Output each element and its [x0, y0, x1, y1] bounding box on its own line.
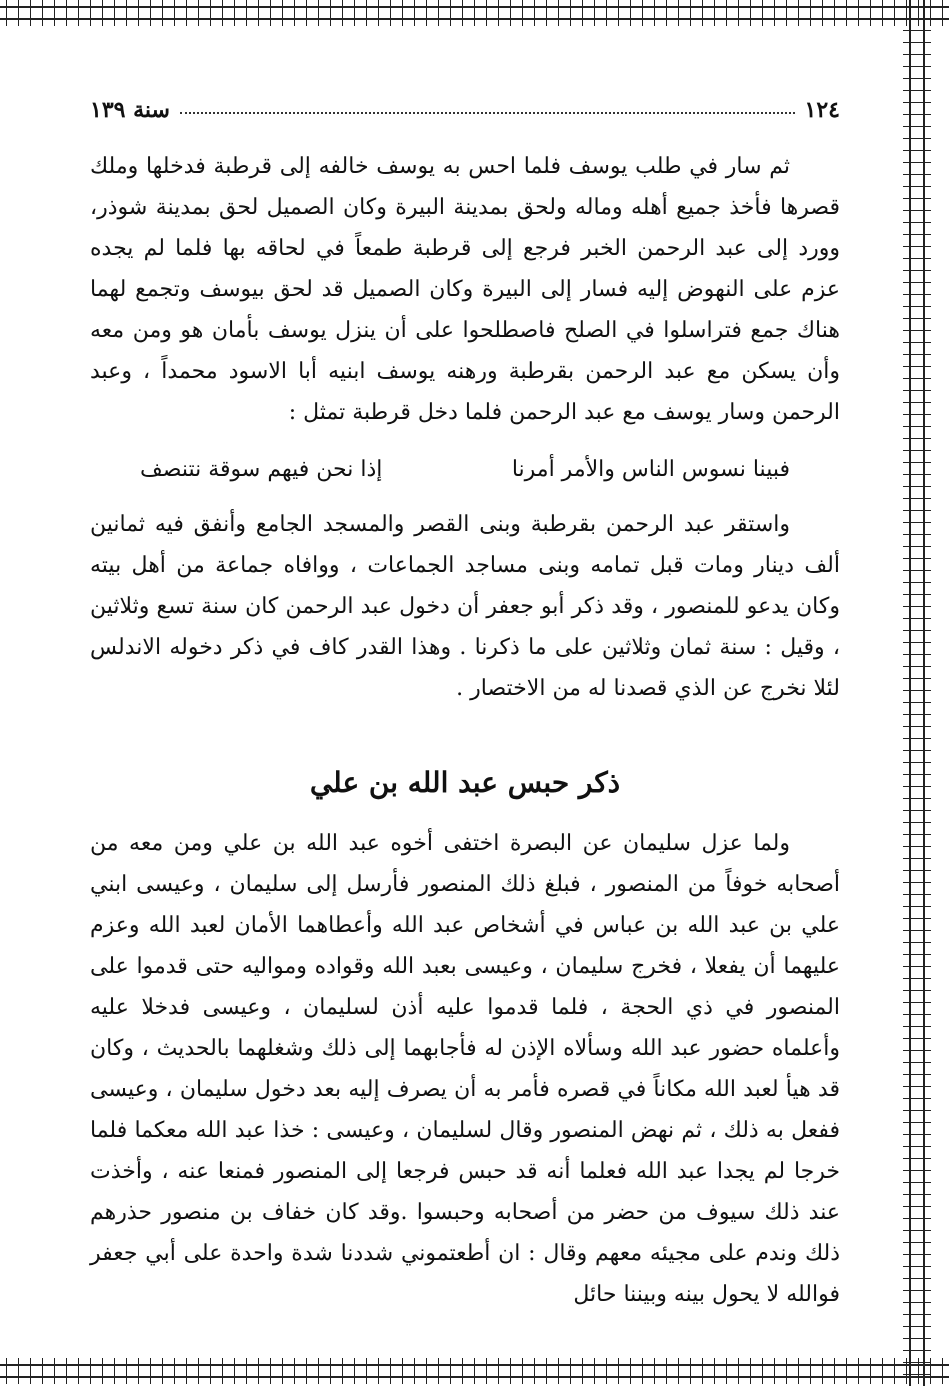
- page-number: ١٢٤: [804, 97, 840, 123]
- ornamental-border-bottom: [0, 1358, 949, 1384]
- ornamental-border-right: [903, 0, 931, 1386]
- verse-first-hemistich: فبينا نسوس الناس والأمر أمرنا: [511, 457, 790, 482]
- section1-paragraph: ثم سار في طلب يوسف فلما احس به يوسف خالفه إلى قرطبة فدخلها وملك قصرها فأخذ جميع أهله وماله ولحق بمدينة البيرة وكان الصميل لحق بمدينة شوذر، وورد إلى عبد الرحمن الخبر فرجع إلى قرطبة طمعاً في لحاقه بها فلما لم يجده عزم على النهوض إليه فسار إلى البيرة وكان الصميل قد لحق بيوسف وتجمع لهما هناك جمع فتراسلوا في الصلح فاصطلحوا على أن ينزل يوسف بأمان هو ومن معه وأن يسكن مع عبد الرحمن بقرطبة ورهنه يوسف ابنيه أبا الاسود محمداً ، وعبد الرحمن وسار يوسف مع عبد الرحمن فلما دخل قرطبة تمثل :: [90, 154, 840, 425]
- ornamental-border-top: [0, 0, 949, 26]
- section2-paragraph: ولما عزل سليمان عن البصرة اختفى أخوه عبد الله بن علي ومن معه من أصحابه خوفاً من المنصور ، فبلغ ذلك المنصور فأرسل إلى سليمان ، وعيسى ابني علي بن عبد الله بن عباس في أشخاص عبد الله وأعطاهما الأمان لعبد الله وعزم عليهما أن يفعلا ، فخرج سليمان ، وعيسى بعبد الله وقواده ومواليه حتى قدموا على المنصور في ذي الحجة ، فلما قدموا عليه أذن لسليمان ، وعيسى فدخلا عليه وأعلماه حضور عبد الله وسألاه الإذن له فأجابهما إلى ذلك وشغلهما بالحديث ، وكان قد هيأ لعبد الله مكاناً في قصره فأمر به أن يصرف إليه بعد دخول سليمان ، وعيسى ففعل به ذلك ، ثم نهض المنصور وقال لسليمان ، وعيسى : خذا عبد الله معكما فلما خرجا لم يجدا عبد الله فعلما أنه قد حبس فرجعا إلى المنصور فمنعا عنه ، وأخذت عند ذلك سيوف من حضر من أصحابه وحبسوا .وقد كان خفاف بن منصور حذرهم ذلك وندم على مجيئه معهم وقال : ان أطعتموني شددنا شدة واحدة على أبي جعفر فوالله لا يحول بينه وبيننا حائل: [90, 831, 840, 1307]
- book-page: [90, 92, 840, 1315]
- section1-closing-paragraph: واستقر عبد الرحمن بقرطبة وبنى القصر والمسجد الجامع وأنفق فيه ثمانين ألف دينار ومات قبل تمامه وبنى مساجد الجماعات ، ووافاه جماعة من أهل بيته وكان يدعو للمنصور ، وقد ذكر أبو جعفر أن دخول عبد الرحمن كان سنة تسع وثلاثين ، وقيل : سنة ثمان وثلاثين على ما ذكرنا . وهذا القدر كاف في ذكر دخوله الاندلس لئلا نخرج عن الذي قصدنا له من الاختصار .: [90, 512, 840, 701]
- running-head: [90, 92, 840, 128]
- section-heading: ذكر حبس عبد الله بن علي: [309, 766, 621, 799]
- header-dotted-leader: [180, 112, 795, 114]
- year-label: سنة ١٣٩: [90, 97, 170, 123]
- verse-second-hemistich: إذا نحن فيهم سوقة نتنصف: [140, 457, 383, 482]
- poetry-verse: [140, 449, 790, 490]
